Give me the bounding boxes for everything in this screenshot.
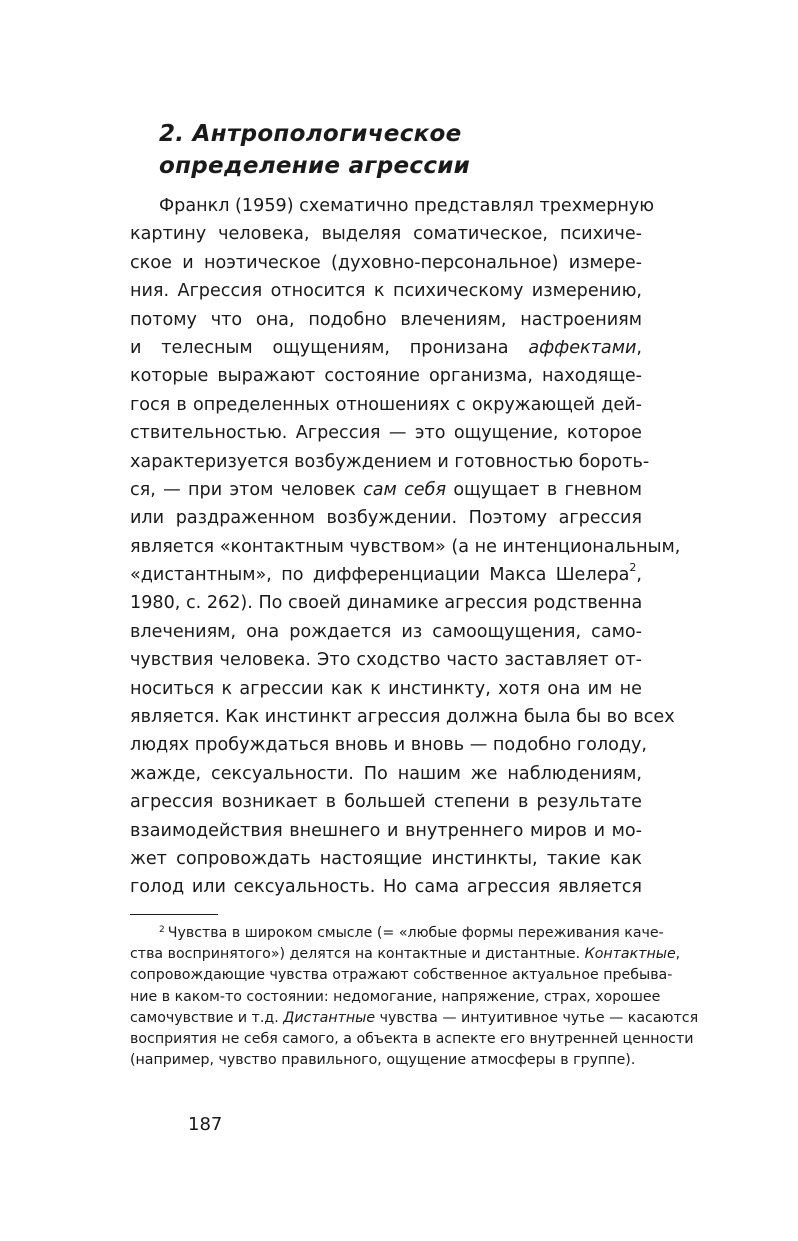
heading-line-1: 2. Антропологическое [159,121,462,147]
text-fragment: , [636,565,642,586]
text-line: жет сопровождать настоящие инстинкты, такие как [130,848,642,869]
text-line: гося в определенных отношениях с окружающей дей- [130,394,642,415]
text-fragment: чувства — интуитивное чутье — касаются [375,1009,699,1026]
section-heading [159,118,659,182]
text-line [130,561,642,589]
text-fragment: , [636,337,642,358]
text-line [130,476,642,504]
text-line: которые выражают состояние организма, находяще- [130,366,642,387]
text-line: картину человека, выделяя соматическое, психиче- [130,224,642,245]
text-fragment: ощущает в гневном [446,479,642,500]
footnote-divider [130,914,218,915]
text-line: людях пробуждаться вновь и вновь — подобно голоду, [130,735,648,756]
text-line: жажде, сексуальности. По нашим же наблюдениям, [130,763,642,784]
text-line: 1980, с. 262). По своей динамике агрессия родственна [130,593,643,614]
text-line: Франкл (1959) схематично представлял трехмерную [159,196,655,216]
footnote-line: ние в каком-то состоянии: недомогание, напряжение, страх, хорошее [130,988,661,1005]
footnote-reference[interactable]: 2 [629,561,637,575]
text-line: влечениям, она рождается из самоощущения, само- [130,621,642,642]
text-line: потому что она, подобно влечениям, настроениям [130,309,642,330]
footnote-line [130,923,664,944]
heading-line-2: определение агрессии [159,153,471,179]
italic-term: Контактные [584,946,676,963]
text-fragment: Чувства в широком смысле (= «любые формы переживания каче- [167,925,664,941]
text-line: голод или сексуальность. Но сама агрессия является [130,877,642,898]
text-line: ствительностью. Агрессия — это ощущение, которое [130,423,642,444]
text-fragment: и телесным ощущениям, пронизана [130,337,529,358]
italic-term: аффектами [528,337,637,358]
footnote-line: восприятия не себя самого, а объекта в аспекте его внутренней ценности [130,1030,694,1047]
text-line: или раздраженном возбуждении. Поэтому агрессия [130,508,642,529]
text-line: является «контактным чувством» (а не интенциональным, [130,536,681,557]
footnote-line: (например, чувство правильного, ощущение атмосферы в группе). [130,1052,636,1069]
text-fragment: ства воспринятого») делятся на контактные и дистантные. [130,946,585,963]
page-number: 187 [188,1114,223,1135]
footnote-line [130,1008,699,1029]
footnote-line [130,944,681,965]
text-line: является. Как инстинкт агрессия должна была бы во всех [130,707,675,728]
text-fragment: ся, — при этом человек [130,479,364,500]
body-paragraph [130,192,681,902]
footnote-line: сопровождающие чувства отражают собственное актуальное пребыва- [130,967,673,984]
text-line: взаимодействия внешнего и внутреннего миров и мо- [130,820,642,841]
footnote [130,923,699,1071]
text-line: ское и ноэтическое (духовно-персональное) измере- [130,252,642,273]
text-line: агрессия возникает в большей степени в результате [130,792,642,813]
text-line: носиться к агрессии как к инстинкту, хотя она им не [130,678,642,699]
text-fragment: «дистантным», по дифференциации Макса Шелера [130,565,630,586]
italic-term: Дистантные [283,1009,376,1026]
footnote-marker: 2 [159,925,165,935]
text-fragment: , [675,946,681,963]
text-line: ния. Агрессия относится к психическому измерению, [130,281,642,302]
text-line: характеризуется возбуждением и готовностью бороть- [130,451,650,472]
italic-term: сам себя [363,479,447,500]
text-line: чувствия человека. Это сходство часто заставляет от- [130,650,642,671]
text-fragment: самочувствие и т.д. [130,1009,284,1026]
text-line [130,334,642,362]
